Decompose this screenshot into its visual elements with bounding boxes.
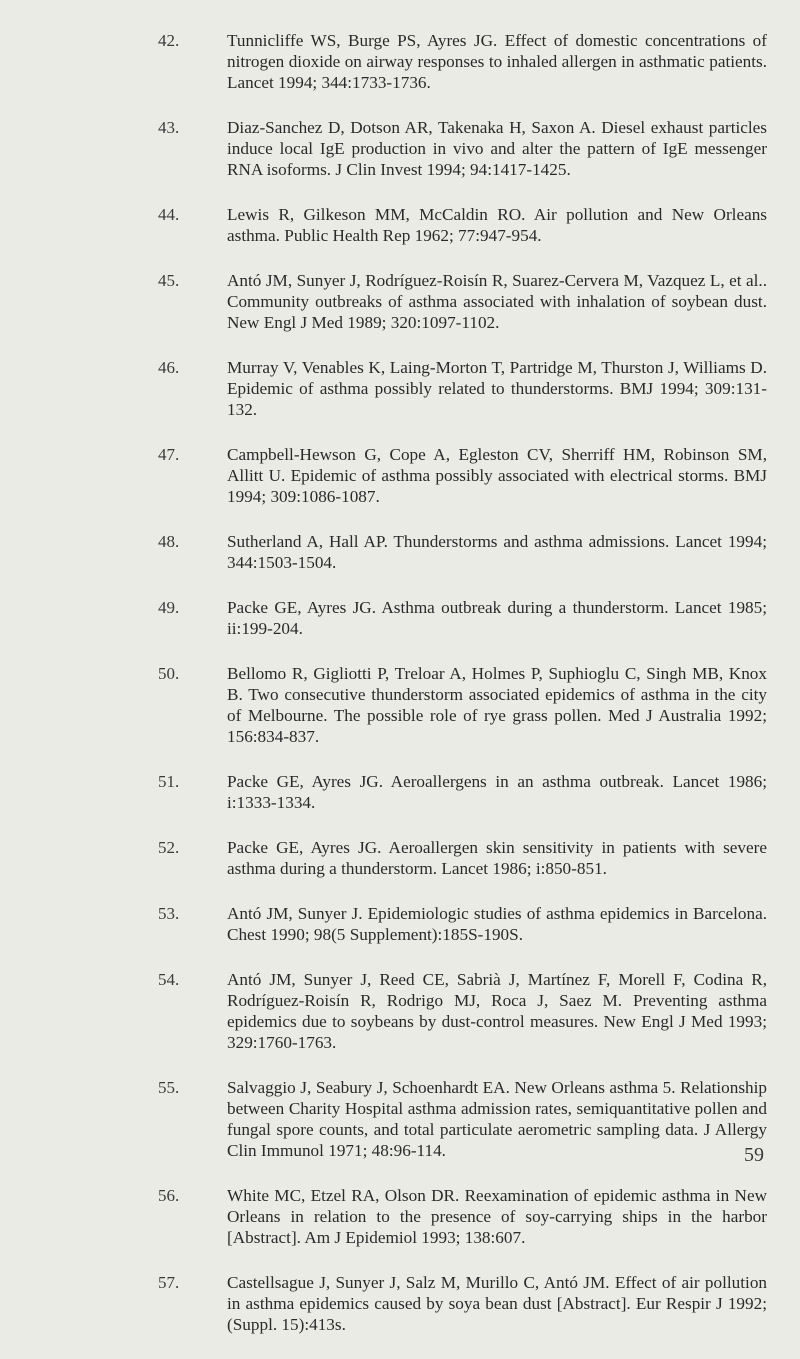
reference-text: Diaz-Sanchez D, Dotson AR, Takenaka H, Saxon A. Diesel exhaust particles induce local IgE production in vivo and alter the pattern of IgE messenger RNA isoforms. J Clin Invest 1994; 94:1417-1425. [227,118,767,179]
reference-text: Castellsague J, Sunyer J, Salz M, Murillo C, Antó JM. Effect of air pollution in asthma epidemics caused by soya bean dust [Abstract]. Eur Respir J 1992; (Suppl. 15):413s. [227,1273,767,1334]
reference-item [0,1272,800,1335]
reference-text: Salvaggio J, Seabury J, Schoenhardt EA. New Orleans asthma 5. Relationship between Charity Hospital asthma admission rates, semiquantitative pollen and fungal spore counts, and total particulate aerometric sampling data. J Allergy Clin Immunol 1971; 48:96-114. [227,1078,767,1160]
reference-list [0,30,800,1359]
page-number: 59 [744,1144,764,1166]
reference-text: Antó JM, Sunyer J, Reed CE, Sabrià J, Martínez F, Morell F, Codina R, Rodríguez-Roisín R, Rodrigo MJ, Roca J, Saez M. Preventing asthma epidemics due to soybeans by dust-control measures. New Engl J Med 1993; 329:1760-1763. [227,970,767,1052]
reference-item [0,204,800,246]
reference-item [0,270,800,333]
reference-number: 52. [158,838,180,857]
reference-item [0,969,800,1053]
reference-number: 50. [158,664,180,683]
reference-number: 47. [158,445,180,464]
reference-item [0,663,800,747]
reference-number: 57. [158,1273,180,1292]
reference-text: Sutherland A, Hall AP. Thunderstorms and asthma admissions. Lancet 1994; 344:1503-1504. [227,532,767,572]
reference-text: Lewis R, Gilkeson MM, McCaldin RO. Air pollution and New Orleans asthma. Public Health Rep 1962; 77:947-954. [227,205,767,245]
reference-item [0,771,800,813]
reference-number: 51. [158,772,180,791]
reference-number: 49. [158,598,180,617]
reference-item [0,597,800,639]
reference-text: Packe GE, Ayres JG. Aeroallergens in an asthma outbreak. Lancet 1986; i:1333-1334. [227,772,767,812]
reference-number: 48. [158,532,180,551]
reference-number: 55. [158,1078,180,1097]
reference-text: Packe GE, Ayres JG. Aeroallergen skin sensitivity in patients with severe asthma during a thunderstorm. Lancet 1986; i:850-851. [227,838,767,878]
reference-item [0,444,800,507]
reference-number: 42. [158,31,180,50]
reference-text: Campbell-Hewson G, Cope A, Egleston CV, Sherriff HM, Robinson SM, Allitt U. Epidemic of asthma possibly associated with electrical storms. BMJ 1994; 309:1086-1087. [227,445,767,506]
reference-text: Antó JM, Sunyer J. Epidemiologic studies of asthma epidemics in Barcelona. Chest 1990; 98(5 Supplement):185S-190S. [227,904,767,944]
reference-number: 43. [158,118,180,137]
reference-item [0,1077,800,1161]
reference-item [0,117,800,180]
reference-text: Tunnicliffe WS, Burge PS, Ayres JG. Effect of domestic concentrations of nitrogen dioxide on airway responses to inhaled allergen in asthmatic patients. Lancet 1994; 344:1733-1736. [227,31,767,92]
reference-number: 44. [158,205,180,224]
reference-number: 54. [158,970,180,989]
reference-item [0,531,800,573]
reference-item [0,903,800,945]
reference-number: 53. [158,904,180,923]
reference-text: Murray V, Venables K, Laing-Morton T, Partridge M, Thurston J, Williams D. Epidemic of asthma possibly related to thunderstorms. BMJ 1994; 309:131-132. [227,358,767,419]
reference-number: 56. [158,1186,180,1205]
reference-text: Packe GE, Ayres JG. Asthma outbreak during a thunderstorm. Lancet 1985; ii:199-204. [227,598,767,638]
reference-item [0,1185,800,1248]
reference-text: Bellomo R, Gigliotti P, Treloar A, Holmes P, Suphioglu C, Singh MB, Knox B. Two consecutive thunderstorm associated epidemics of asthma in the city of Melbourne. The possible role of rye grass pollen. Med J Australia 1992; 156:834-837. [227,664,767,746]
reference-item [0,837,800,879]
reference-item [0,30,800,93]
reference-number: 45. [158,271,180,290]
reference-number: 46. [158,358,180,377]
reference-item [0,357,800,420]
reference-text: Antó JM, Sunyer J, Rodríguez-Roisín R, Suarez-Cervera M, Vazquez L, et al.. Community outbreaks of asthma associated with inhalation of soybean dust. New Engl J Med 1989; 320:1097-1102. [227,271,767,332]
reference-text: White MC, Etzel RA, Olson DR. Reexamination of epidemic asthma in New Orleans in relation to the presence of soy-carrying ships in the harbor [Abstract]. Am J Epidemiol 1993; 138:607. [227,1186,767,1247]
